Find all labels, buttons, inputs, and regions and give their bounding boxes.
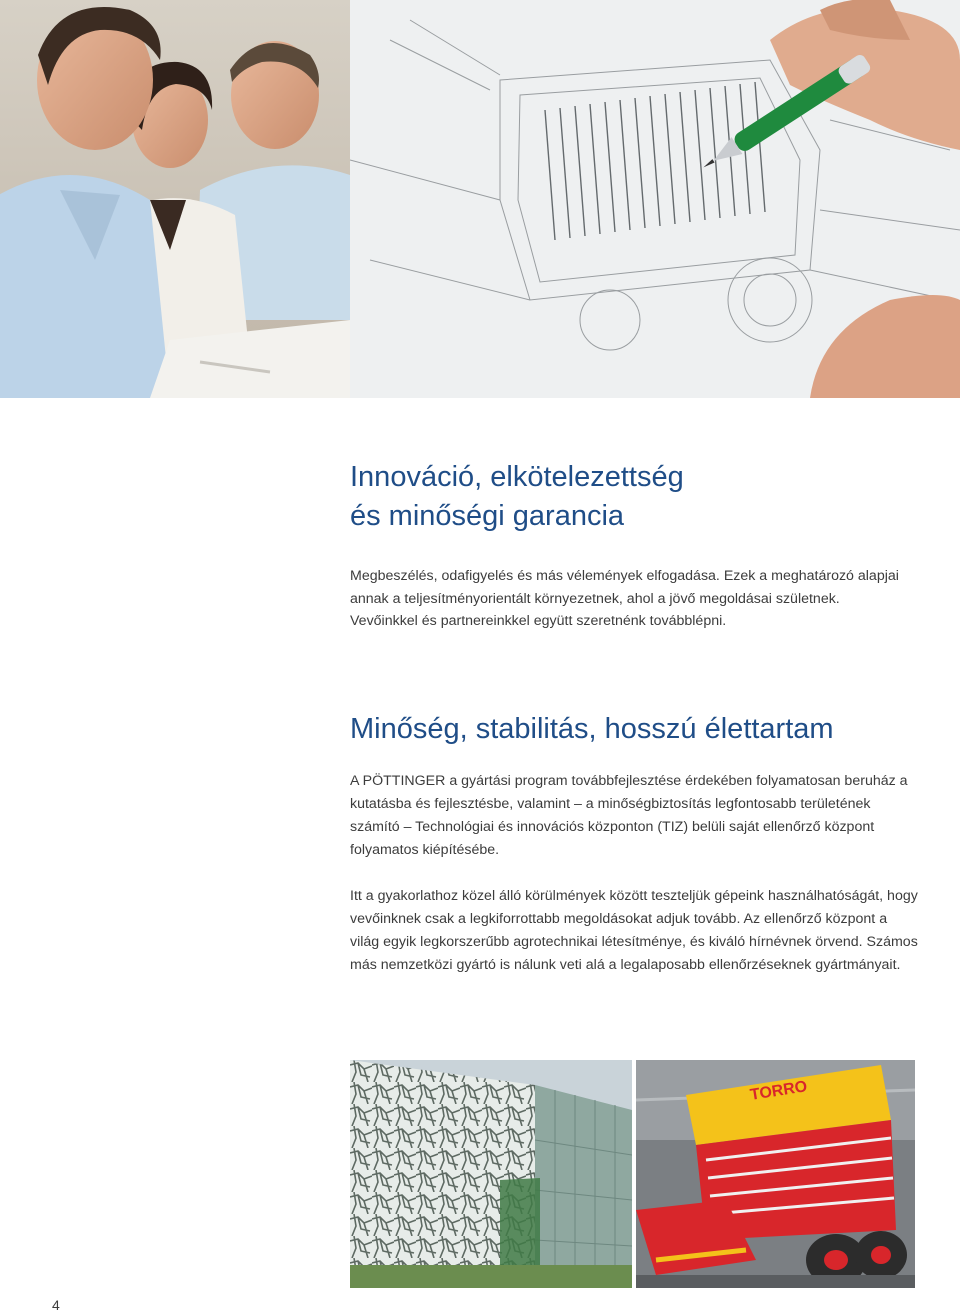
hero-photo bbox=[0, 0, 960, 398]
loader-wagon-photo bbox=[636, 1060, 915, 1288]
body-paragraph-2: Itt a gyakorlathoz közel álló körülmények között teszteljük gépeink használhatóságát, hogy vevőinknek csak a legkiforrottabb megoldásokat adjuk tovább. Az ellenőrző központ a világ egyik legkorszerűbb agrotechnikai létesítménye, és kiváló hírnévnek örvend. Számos más nemzetközi gyártó is nálunk veti alá a legalaposabb ellenőrzéseknek gyártmányait. bbox=[350, 888, 918, 973]
section-title-line-1: Innováció, elkötelezettség bbox=[350, 461, 684, 493]
technical-drawing-illustration bbox=[350, 0, 960, 398]
page-number: 4 bbox=[52, 1297, 60, 1313]
building-facade-illustration bbox=[350, 1060, 632, 1288]
intro-paragraph: Megbeszélés, odafigyelés és más vélemények elfogadása. Ezek a meghatározó alapjai annak a teljesítményorientált környezetnek, ahol a jövő megoldásai születnek. Vevőinkkel és partnereinkkel együtt szeretnénk továbblépni. bbox=[350, 568, 899, 629]
body-paragraph-1: A PÖTTINGER a gyártási program továbbfejlesztése érdekében folyamatosan beruház a kutatásba és fejlesztésbe, valamint – a minőségbiztosítás legfontosabb területének számító – Technológiai és innovációs központon (TIZ) belüli saját ellenőrző központ folyamatos kiépítésébe. bbox=[350, 773, 908, 858]
section-title-line-2: és minőségi garancia bbox=[350, 500, 625, 532]
wagon-logo: TORRO bbox=[748, 1078, 809, 1104]
loader-wagon-illustration bbox=[636, 1060, 915, 1288]
section-title-innovation bbox=[350, 458, 910, 536]
meeting-illustration bbox=[0, 0, 350, 398]
building-facade-photo bbox=[350, 1060, 632, 1288]
meeting-photo bbox=[0, 0, 350, 398]
technical-drawing-photo bbox=[350, 0, 960, 398]
section-title-quality: Minőség, stabilitás, hosszú élettartam bbox=[350, 713, 834, 745]
